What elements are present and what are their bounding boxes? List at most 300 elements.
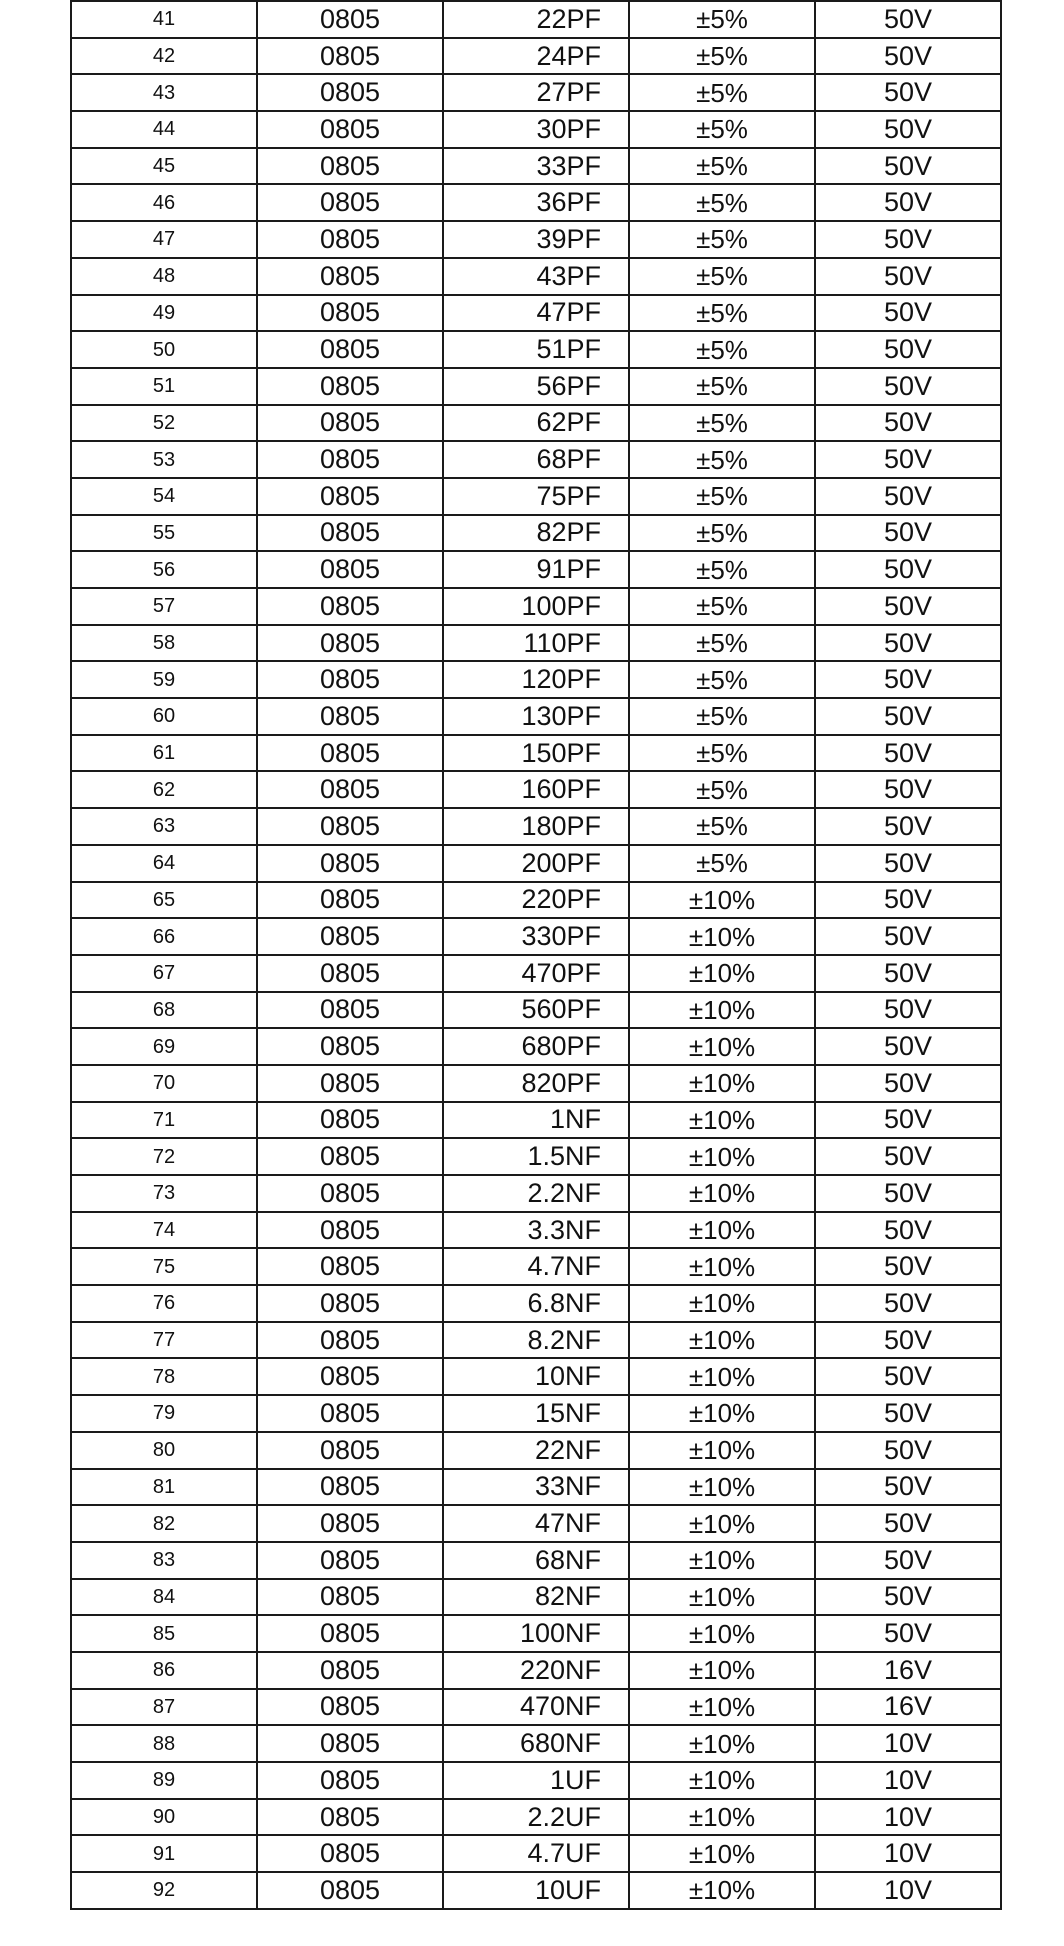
capacitance-cell [443,1542,629,1579]
capacitance-cell [443,698,629,735]
capacitance-cell [443,551,629,588]
row-number-cell: 45 [71,148,257,185]
row-number-cell: 52 [71,405,257,442]
capacitance-value: 24PF [536,40,601,71]
package-cell: 0805 [257,38,443,75]
package-cell: 0805 [257,1615,443,1652]
row-number-cell: 58 [71,625,257,662]
capacitance-value: 220NF [519,1654,601,1685]
capacitance-cell [443,1028,629,1065]
capacitance-value: 120PF [521,664,601,695]
voltage-cell: 50V [815,1102,1001,1139]
row-number-cell: 71 [71,1102,257,1139]
capacitance-value: 1UF [549,1764,601,1795]
capacitance-value: 10UF [534,1874,601,1905]
capacitance-value: 30PF [536,113,601,144]
table-row [71,478,1001,515]
capacitance-cell [443,515,629,552]
capacitance-cell [443,1395,629,1432]
capacitance-value: 220PF [521,884,601,915]
capacitance-value: 47NF [534,1508,601,1539]
capacitance-value: 47PF [536,297,601,328]
row-number-cell: 70 [71,1065,257,1102]
voltage-cell: 50V [815,882,1001,919]
voltage-cell: 50V [815,295,1001,332]
row-number-cell: 92 [71,1872,257,1909]
capacitance-cell [443,625,629,662]
table-row [71,1652,1001,1689]
package-cell: 0805 [257,882,443,919]
row-number-cell: 53 [71,441,257,478]
tolerance-cell: ±5% [629,221,815,258]
voltage-cell: 50V [815,1,1001,38]
row-number-cell: 72 [71,1138,257,1175]
tolerance-cell: ±10% [629,1579,815,1616]
voltage-cell: 50V [815,1542,1001,1579]
capacitance-value: 33NF [534,1471,601,1502]
capacitance-cell [443,221,629,258]
capacitance-value: 4.7UF [527,1838,601,1869]
voltage-cell: 50V [815,1285,1001,1322]
voltage-cell: 50V [815,1469,1001,1506]
voltage-cell: 50V [815,1432,1001,1469]
capacitance-value: 2.2NF [527,1177,601,1208]
row-number-cell: 59 [71,661,257,698]
tolerance-cell: ±10% [629,1175,815,1212]
row-number-cell: 88 [71,1725,257,1762]
capacitance-value: 43PF [536,260,601,291]
tolerance-cell: ±10% [629,992,815,1029]
row-number-cell: 66 [71,918,257,955]
capacitance-value: 110PF [523,627,601,658]
row-number-cell: 83 [71,1542,257,1579]
row-number-cell: 60 [71,698,257,735]
table-row [71,992,1001,1029]
capacitance-value: 56PF [536,370,601,401]
voltage-cell: 50V [815,955,1001,992]
row-number-cell: 76 [71,1285,257,1322]
voltage-cell: 50V [815,38,1001,75]
tolerance-cell: ±10% [629,1395,815,1432]
tolerance-cell: ±10% [629,1835,815,1872]
row-number-cell: 87 [71,1689,257,1726]
table-row [71,771,1001,808]
voltage-cell: 50V [815,735,1001,772]
table-row [71,955,1001,992]
tolerance-cell: ±5% [629,551,815,588]
capacitance-value: 75PF [536,480,601,511]
capacitance-cell [443,1,629,38]
package-cell: 0805 [257,955,443,992]
table-row [71,1725,1001,1762]
capacitance-value: 150PF [521,737,601,768]
package-cell: 0805 [257,441,443,478]
capacitance-cell [443,74,629,111]
voltage-cell: 50V [815,551,1001,588]
tolerance-cell: ±5% [629,588,815,625]
tolerance-cell: ±10% [629,1358,815,1395]
package-cell: 0805 [257,295,443,332]
capacitance-value: 62PF [536,407,601,438]
capacitance-value: 82PF [536,517,601,548]
package-cell: 0805 [257,478,443,515]
table-row [71,221,1001,258]
package-cell: 0805 [257,148,443,185]
tolerance-cell: ±5% [629,1,815,38]
row-number-cell: 51 [71,368,257,405]
voltage-cell: 50V [815,1395,1001,1432]
row-number-cell: 62 [71,771,257,808]
tolerance-cell: ±5% [629,405,815,442]
row-number-cell: 74 [71,1212,257,1249]
capacitance-cell [443,918,629,955]
package-cell: 0805 [257,111,443,148]
package-cell: 0805 [257,1689,443,1726]
capacitance-cell [443,1285,629,1322]
capacitance-cell [443,258,629,295]
capacitance-cell [443,661,629,698]
capacitance-cell [443,1615,629,1652]
table-row [71,1248,1001,1285]
package-cell: 0805 [257,808,443,845]
table-row [71,1469,1001,1506]
tolerance-cell: ±5% [629,295,815,332]
capacitance-cell [443,1762,629,1799]
capacitance-value: 39PF [536,223,601,254]
tolerance-cell: ±5% [629,111,815,148]
tolerance-cell: ±10% [629,1065,815,1102]
capacitance-value: 680PF [521,1031,601,1062]
package-cell: 0805 [257,1322,443,1359]
tolerance-cell: ±5% [629,808,815,845]
package-cell: 0805 [257,1652,443,1689]
package-cell: 0805 [257,1469,443,1506]
row-number-cell: 49 [71,295,257,332]
row-number-cell: 65 [71,882,257,919]
capacitance-value: 200PF [521,847,601,878]
table-row [71,1322,1001,1359]
voltage-cell: 50V [815,148,1001,185]
capacitance-cell [443,1725,629,1762]
row-number-cell: 63 [71,808,257,845]
package-cell: 0805 [257,588,443,625]
capacitance-value: 68PF [536,444,601,475]
table-row [71,1579,1001,1616]
voltage-cell: 16V [815,1652,1001,1689]
voltage-cell: 50V [815,661,1001,698]
package-cell: 0805 [257,1102,443,1139]
table-row [71,588,1001,625]
capacitance-value: 22NF [534,1434,601,1465]
row-number-cell: 64 [71,845,257,882]
row-number-cell: 67 [71,955,257,992]
table-row [71,331,1001,368]
package-cell: 0805 [257,1432,443,1469]
row-number-cell: 68 [71,992,257,1029]
voltage-cell: 50V [815,1138,1001,1175]
package-cell: 0805 [257,1212,443,1249]
capacitance-cell [443,368,629,405]
row-number-cell: 43 [71,74,257,111]
tolerance-cell: ±10% [629,1725,815,1762]
tolerance-cell: ±5% [629,184,815,221]
capacitance-value: 33PF [536,150,601,181]
table-row [71,1212,1001,1249]
table-row [71,148,1001,185]
row-number-cell: 57 [71,588,257,625]
tolerance-cell: ±5% [629,661,815,698]
voltage-cell: 50V [815,1248,1001,1285]
row-number-cell: 91 [71,1835,257,1872]
capacitance-cell [443,295,629,332]
capacitance-value: 10NF [534,1361,601,1392]
table-row [71,551,1001,588]
voltage-cell: 10V [815,1762,1001,1799]
voltage-cell: 50V [815,1212,1001,1249]
tolerance-cell: ±10% [629,1652,815,1689]
package-cell: 0805 [257,1248,443,1285]
tolerance-cell: ±5% [629,148,815,185]
package-cell: 0805 [257,1175,443,1212]
package-cell: 0805 [257,515,443,552]
voltage-cell: 50V [815,771,1001,808]
voltage-cell: 50V [815,221,1001,258]
table-row [71,1799,1001,1836]
capacitance-value: 470NF [519,1691,601,1722]
table-row [71,74,1001,111]
capacitance-cell [443,184,629,221]
tolerance-cell: ±10% [629,882,815,919]
row-number-cell: 89 [71,1762,257,1799]
voltage-cell: 50V [815,331,1001,368]
voltage-cell: 50V [815,515,1001,552]
table-row [71,405,1001,442]
table-row [71,38,1001,75]
package-cell: 0805 [257,1835,443,1872]
capacitance-cell [443,1322,629,1359]
tolerance-cell: ±5% [629,625,815,662]
voltage-cell: 50V [815,405,1001,442]
table-row [71,184,1001,221]
voltage-cell: 50V [815,111,1001,148]
table-row [71,845,1001,882]
table-row [71,1542,1001,1579]
capacitance-value: 160PF [521,774,601,805]
row-number-cell: 73 [71,1175,257,1212]
table-row [71,295,1001,332]
tolerance-cell: ±10% [629,918,815,955]
table-row [71,258,1001,295]
row-number-cell: 86 [71,1652,257,1689]
voltage-cell: 50V [815,258,1001,295]
table-row [71,1689,1001,1726]
row-number-cell: 47 [71,221,257,258]
voltage-cell: 50V [815,184,1001,221]
voltage-cell: 50V [815,992,1001,1029]
capacitance-value: 680NF [519,1728,601,1759]
row-number-cell: 61 [71,735,257,772]
capacitance-cell [443,1835,629,1872]
voltage-cell: 50V [815,808,1001,845]
package-cell: 0805 [257,1579,443,1616]
package-cell: 0805 [257,661,443,698]
package-cell: 0805 [257,551,443,588]
package-cell: 0805 [257,992,443,1029]
package-cell: 0805 [257,918,443,955]
table-row [71,1358,1001,1395]
voltage-cell: 50V [815,1579,1001,1616]
capacitance-cell [443,1358,629,1395]
voltage-cell: 50V [815,478,1001,515]
capacitance-cell [443,148,629,185]
voltage-cell: 10V [815,1872,1001,1909]
tolerance-cell: ±10% [629,955,815,992]
table-row [71,1872,1001,1909]
row-number-cell: 90 [71,1799,257,1836]
table-row [71,111,1001,148]
capacitance-cell [443,1872,629,1909]
table-row [71,1102,1001,1139]
table-row [71,441,1001,478]
voltage-cell: 50V [815,588,1001,625]
package-cell: 0805 [257,1872,443,1909]
capacitance-value: 180PF [521,810,601,841]
capacitance-value: 470PF [521,957,601,988]
capacitance-cell [443,1652,629,1689]
tolerance-cell: ±10% [629,1212,815,1249]
table-row [71,1835,1001,1872]
package-cell: 0805 [257,1285,443,1322]
voltage-cell: 10V [815,1835,1001,1872]
capacitance-cell [443,1469,629,1506]
package-cell: 0805 [257,1542,443,1579]
package-cell: 0805 [257,184,443,221]
capacitance-value: 820PF [521,1067,601,1098]
package-cell: 0805 [257,221,443,258]
capacitance-cell [443,1432,629,1469]
capacitance-cell [443,1689,629,1726]
voltage-cell: 10V [815,1725,1001,1762]
capacitance-cell [443,735,629,772]
capacitance-cell [443,808,629,845]
capacitance-value: 2.2UF [527,1801,601,1832]
table-row [71,1138,1001,1175]
table-row [71,515,1001,552]
package-cell: 0805 [257,1358,443,1395]
table-row [71,918,1001,955]
capacitance-cell [443,1579,629,1616]
capacitance-cell [443,1102,629,1139]
row-number-cell: 77 [71,1322,257,1359]
capacitance-cell [443,1799,629,1836]
capacitance-value: 36PF [536,187,601,218]
package-cell: 0805 [257,258,443,295]
capacitance-cell [443,331,629,368]
package-cell: 0805 [257,1725,443,1762]
table-row [71,808,1001,845]
capacitance-value: 330PF [521,921,601,952]
row-number-cell: 78 [71,1358,257,1395]
table-row [71,1615,1001,1652]
row-number-cell: 42 [71,38,257,75]
capacitance-value: 8.2NF [527,1324,601,1355]
tolerance-cell: ±5% [629,368,815,405]
capacitance-cell [443,111,629,148]
capacitance-value: 51PF [536,334,601,365]
tolerance-cell: ±5% [629,698,815,735]
capacitance-cell [443,955,629,992]
row-number-cell: 75 [71,1248,257,1285]
package-cell: 0805 [257,771,443,808]
capacitance-cell [443,1175,629,1212]
tolerance-cell: ±5% [629,735,815,772]
tolerance-cell: ±5% [629,441,815,478]
table-row [71,882,1001,919]
package-cell: 0805 [257,1799,443,1836]
table-row [71,1432,1001,1469]
voltage-cell: 50V [815,918,1001,955]
capacitance-cell [443,771,629,808]
row-number-cell: 46 [71,184,257,221]
voltage-cell: 50V [815,441,1001,478]
voltage-cell: 50V [815,1358,1001,1395]
row-number-cell: 54 [71,478,257,515]
tolerance-cell: ±10% [629,1689,815,1726]
capacitor-spec-table-body [71,1,1001,1909]
table-row [71,698,1001,735]
package-cell: 0805 [257,1028,443,1065]
row-number-cell: 56 [71,551,257,588]
table-row [71,1028,1001,1065]
capacitance-cell [443,1212,629,1249]
capacitance-value: 27PF [536,77,601,108]
tolerance-cell: ±5% [629,331,815,368]
capacitance-value: 4.7NF [527,1251,601,1282]
tolerance-cell: ±10% [629,1872,815,1909]
capacitance-cell [443,1138,629,1175]
table-row [71,1065,1001,1102]
tolerance-cell: ±5% [629,74,815,111]
capacitance-cell [443,882,629,919]
voltage-cell: 50V [815,74,1001,111]
table-row [71,1762,1001,1799]
tolerance-cell: ±5% [629,845,815,882]
tolerance-cell: ±10% [629,1102,815,1139]
voltage-cell: 50V [815,1615,1001,1652]
table-row [71,1,1001,38]
voltage-cell: 50V [815,1028,1001,1065]
capacitance-cell [443,1065,629,1102]
capacitance-value: 1.5NF [527,1141,601,1172]
row-number-cell: 80 [71,1432,257,1469]
capacitance-value: 6.8NF [527,1287,601,1318]
package-cell: 0805 [257,1,443,38]
row-number-cell: 48 [71,258,257,295]
package-cell: 0805 [257,1505,443,1542]
voltage-cell: 50V [815,625,1001,662]
table-row [71,368,1001,405]
row-number-cell: 41 [71,1,257,38]
capacitance-cell [443,441,629,478]
row-number-cell: 55 [71,515,257,552]
tolerance-cell: ±10% [629,1542,815,1579]
table-row [71,735,1001,772]
voltage-cell: 50V [815,1065,1001,1102]
voltage-cell: 10V [815,1799,1001,1836]
voltage-cell: 50V [815,1175,1001,1212]
row-number-cell: 50 [71,331,257,368]
tolerance-cell: ±10% [629,1285,815,1322]
